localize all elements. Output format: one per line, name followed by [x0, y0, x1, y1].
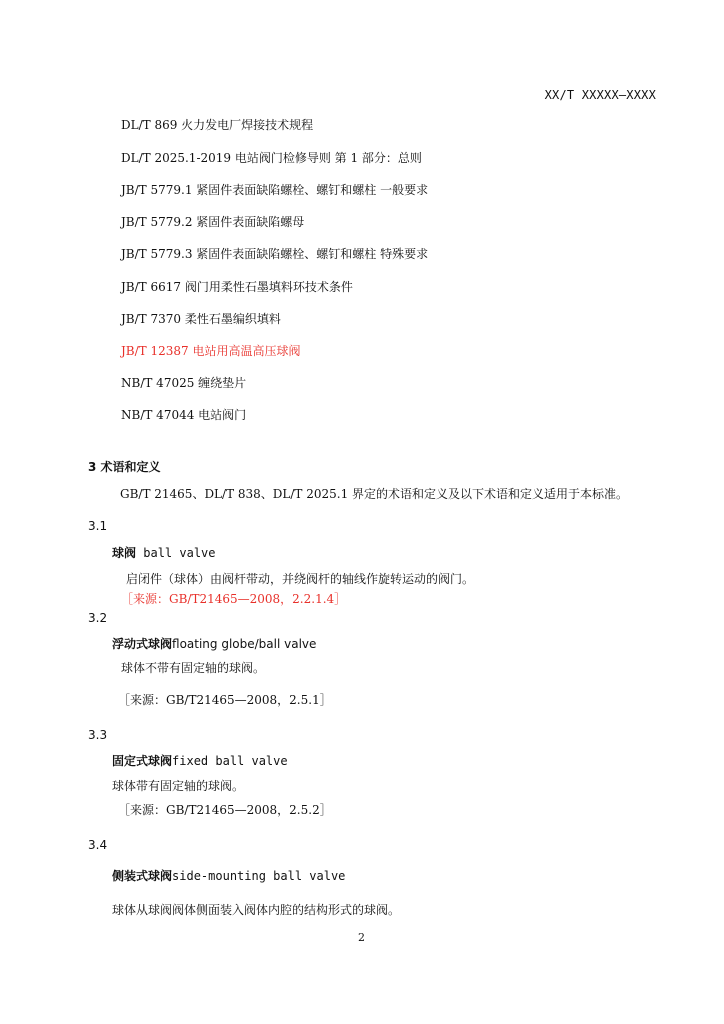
reference-item: NB/T 47025 缠绕垫片	[121, 376, 247, 390]
reference-item: JB/T 5779.2 紧固件表面缺陷螺母	[121, 215, 305, 229]
term-source: ［来源：GB/T21465—2008，2.2.1.4］	[121, 592, 347, 606]
standard-code-header: XX/T XXXXX—XXXX	[544, 88, 656, 102]
term-entry	[112, 755, 288, 767]
term-entry	[112, 638, 316, 650]
term-source: ［来源：GB/T21465—2008，2.5.1］	[118, 693, 332, 707]
clause-number: 3.4	[88, 838, 108, 852]
term-cn: 侧装式球阀	[112, 869, 173, 883]
reference-item-highlighted: JB/T 12387 电站用高温高压球阀	[121, 344, 301, 358]
term-en: floating globe/ball valve	[172, 637, 317, 651]
term-en: side-mounting ball valve	[172, 869, 346, 883]
reference-item: NB/T 47044 电站阀门	[121, 408, 247, 422]
term-definition: 启闭件（球体）由阀杆带动，并绕阀杆的轴线作旋转运动的阀门。	[126, 572, 475, 586]
reference-item: DL/T 869 火力发电厂焊接技术规程	[121, 118, 314, 132]
term-entry	[112, 870, 345, 882]
term-cn: 固定式球阀	[112, 754, 173, 768]
term-source: ［来源：GB/T21465—2008，2.5.2］	[118, 803, 332, 817]
clause-number: 3.3	[88, 728, 108, 742]
term-cn: 浮动式球阀	[112, 637, 173, 651]
reference-item: JB/T 5779.1 紧固件表面缺陷螺栓、螺钉和螺柱 一般要求	[121, 183, 429, 197]
term-definition: 球体从球阀阀体侧面装入阀体内腔的结构形式的球阀。	[112, 903, 401, 917]
term-definition: 球体带有固定轴的球阀。	[112, 779, 245, 793]
term-entry	[112, 547, 216, 559]
section-intro: GB/T 21465、DL/T 838、DL/T 2025.1 界定的术语和定义及以下术语和定义适用于本标准。	[120, 487, 629, 501]
term-en: ball valve	[136, 546, 216, 560]
term-definition: 球体不带有固定轴的球阀。	[121, 661, 266, 675]
section-heading: 3 术语和定义	[88, 460, 161, 474]
reference-item: JB/T 7370 柔性石墨编织填料	[121, 312, 281, 326]
clause-number: 3.1	[88, 519, 108, 533]
clause-number: 3.2	[88, 611, 108, 625]
reference-item: JB/T 6617 阀门用柔性石墨填料环技术条件	[121, 280, 353, 294]
page-number: 2	[358, 931, 365, 944]
term-cn: 球阀	[112, 546, 137, 560]
reference-item: DL/T 2025.1-2019 电站阀门检修导则 第 1 部分：总则	[121, 151, 422, 165]
reference-item: JB/T 5779.3 紧固件表面缺陷螺栓、螺钉和螺柱 特殊要求	[121, 247, 429, 261]
term-en: fixed ball valve	[172, 754, 288, 768]
